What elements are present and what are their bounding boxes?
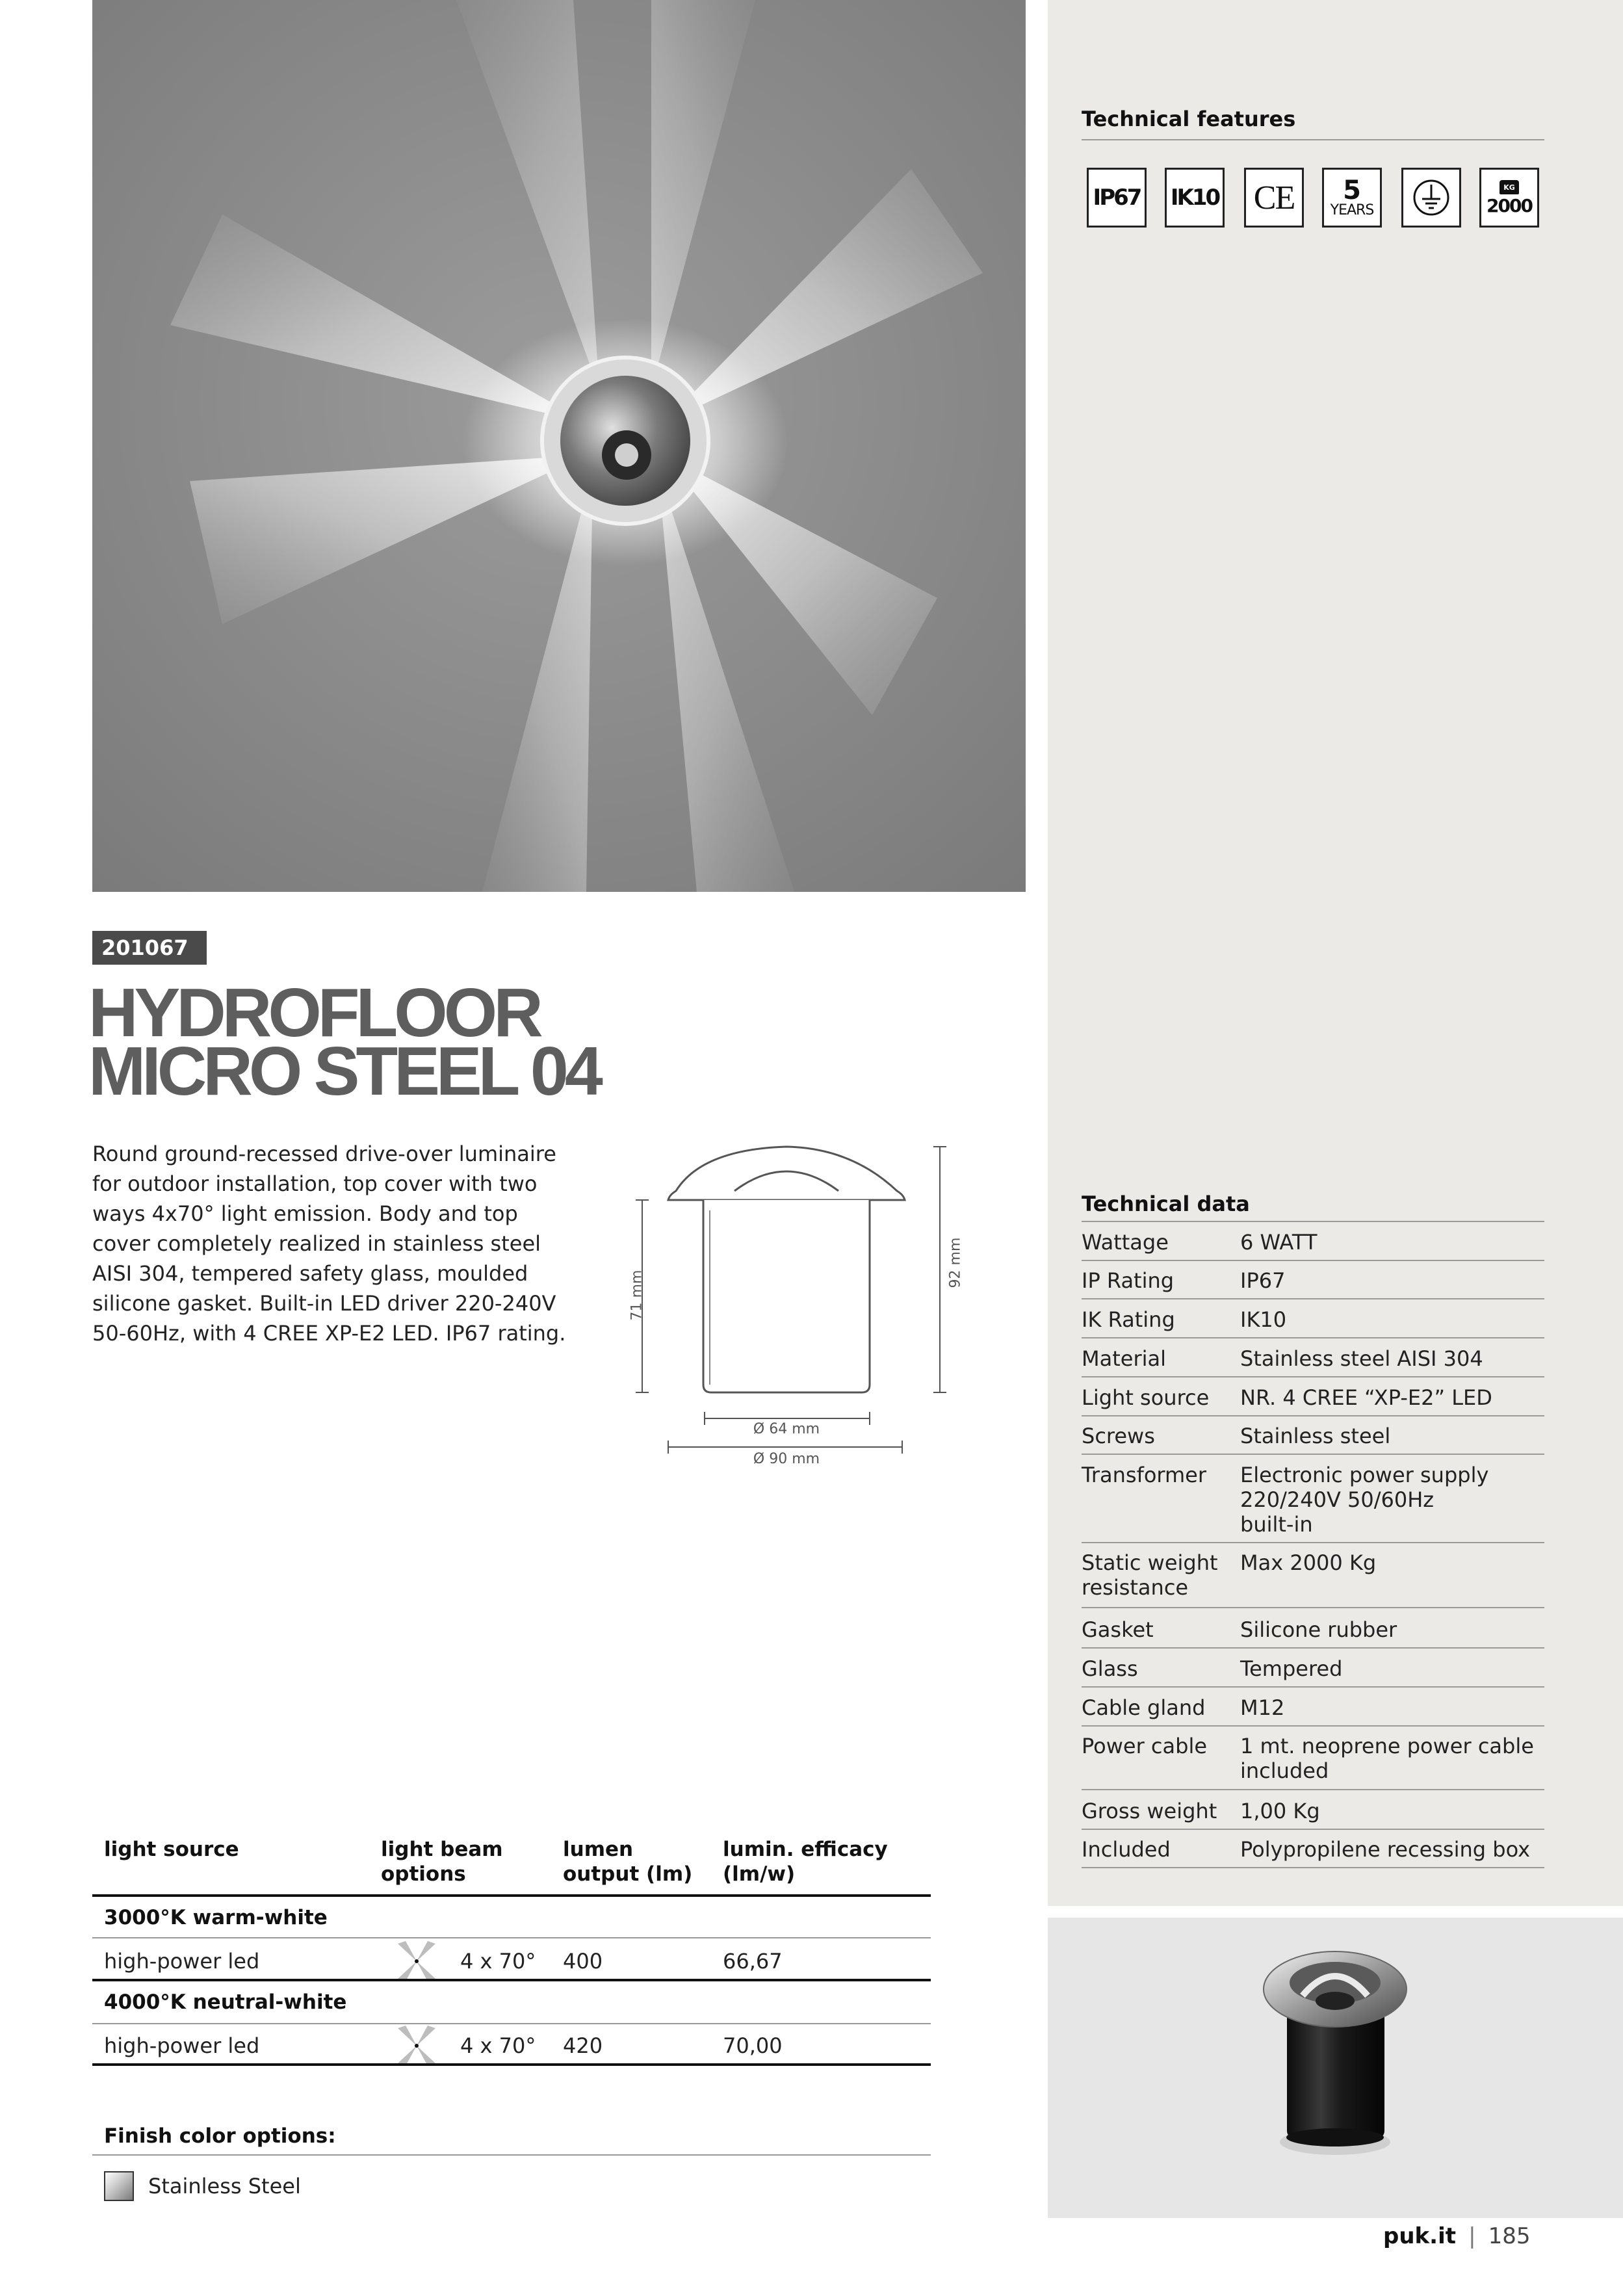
dimension-height-total: 92 mm (947, 1237, 964, 1288)
footer-brand[interactable]: puk.it (1383, 2223, 1456, 2249)
footer-page-number: 185 (1488, 2223, 1531, 2249)
product-title-line2: MICRO STEEL 04 (88, 1033, 599, 1110)
load-weight-icon: KG 2000 (1479, 168, 1539, 228)
page-footer (1383, 2223, 1531, 2249)
dimension-diameter-total: Ø 90 mm (753, 1451, 820, 1467)
light-row-source: high-power led (104, 2033, 260, 2058)
product-description: Round ground-recessed drive-over luminaire for outdoor installation, top cover with two ways 4x70° light emission. Body and top cover completely realized in stainless steel AISI 304, tempered safety glass, moulded silicone gasket. Built-in LED driver 220-240V 50-60Hz, with 4 CREE XP-E2 LED. IP67 rating. (92, 1141, 566, 1346)
dimension-diameter-body: Ø 64 mm (753, 1421, 820, 1437)
finish-swatch-stainless[interactable] (104, 2171, 134, 2201)
footer-separator: | (1468, 2223, 1476, 2249)
technical-features-title: Technical features (1082, 107, 1296, 131)
light-row-efficacy: 66,67 (723, 1949, 783, 1974)
beam-4x70-icon (395, 2024, 438, 2067)
product-code-badge: 201067 (92, 931, 207, 965)
ground-symbol-icon (1412, 178, 1451, 217)
light-row-lumen: 420 (563, 2033, 603, 2058)
light-emission-illustration (92, 0, 1026, 892)
ik-rating-icon: IK10 (1165, 168, 1225, 228)
beam-4x70-icon (395, 1940, 438, 1983)
product-title-line1: HYDROFLOOR (88, 974, 539, 1051)
product-thumbnail-image (1048, 1918, 1623, 2218)
warranty-icon: 5 YEARS (1322, 168, 1382, 228)
technical-data-rule (1082, 1221, 1544, 1222)
hero-product-photo (92, 0, 1026, 892)
light-row-beam: 4 x 70° (460, 1949, 536, 1974)
light-table-header-lumen: lumen output (lm) (563, 1838, 693, 1886)
technical-features-rule (1082, 139, 1544, 140)
light-row-efficacy: 70,00 (723, 2033, 783, 2058)
earth-ground-icon (1401, 168, 1461, 228)
light-table-header-efficacy: lumin. efficacy (lm/w) (723, 1838, 888, 1886)
dimension-height-body: 71 mm (629, 1270, 645, 1321)
light-row-lumen: 400 (563, 1949, 603, 1974)
ip-rating-icon: IP67 (1087, 168, 1147, 228)
light-row-source: high-power led (104, 1949, 260, 1974)
ce-mark-icon: CE (1244, 168, 1304, 228)
light-table-header-rule (92, 1894, 931, 1897)
light-group-warm-white: 3000°K warm-white (104, 1906, 328, 1929)
light-table-header-source: light source (104, 1838, 239, 1861)
technical-drawing (617, 1138, 981, 1476)
light-table-header-beam: light beam options (381, 1838, 503, 1886)
product-thumbnail-panel (1048, 1918, 1623, 2218)
light-group-neutral-white: 4000°K neutral-white (104, 1990, 347, 2014)
light-row-beam: 4 x 70° (460, 2033, 536, 2058)
technical-data-title: Technical data (1082, 1192, 1250, 1216)
finish-options-title: Finish color options: (104, 2124, 336, 2148)
finish-option-label: Stainless Steel (148, 2174, 301, 2198)
